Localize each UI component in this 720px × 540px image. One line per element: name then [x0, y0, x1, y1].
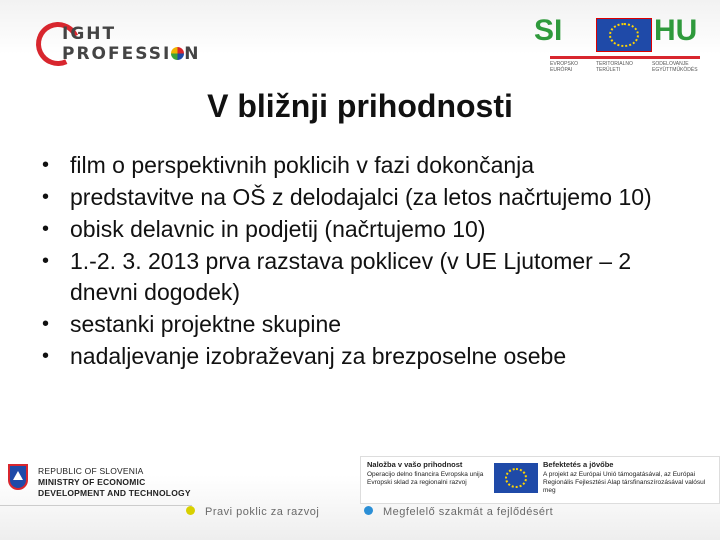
investment-heading-si: Naložba v vašo prihodnost — [367, 460, 463, 469]
slide-title: V bližnji prihodnosti — [207, 88, 513, 124]
investment-text-hu: A projekt az Európai Unió támogatásával, az Európai Regionális Fejlesztési Alap társfinanszírozásával valósul meg — [543, 471, 706, 494]
colored-o-icon — [171, 47, 184, 60]
slogan-slovene: Pravi poklic za razvoj — [186, 506, 319, 518]
ministry-line1: REPUBLIC OF SLOVENIA — [38, 466, 144, 476]
bullet-icon: • — [42, 186, 50, 208]
sihu-sub-3: SODELOVANJE EGYÜTTMŰKÖDÉS — [652, 61, 698, 73]
bullet-item: • film o perspektivnih poklicih v fazi dokončanja — [42, 150, 692, 181]
sihu-sub-1: EVROPSKO EURÓPAI — [550, 61, 579, 73]
bullet-icon: • — [42, 345, 50, 367]
investment-text-si: Operacijo delno financira Evropska unija Evropski sklad za regionalni razvoj — [367, 471, 484, 486]
sihu-hu-text: HU — [654, 14, 698, 47]
bullet-item: • obisk delavnic in podjetij (načrtujemo 10) — [42, 214, 692, 245]
investment-heading-hu: Befektetés a jövőbe — [543, 460, 614, 469]
sihu-sub-2: TERITORIALNO TERÜLETI — [596, 61, 633, 73]
bullet-item: • sestanki projektne skupine — [42, 309, 692, 340]
logo-text-line1: IGHT — [62, 24, 117, 44]
slovenia-ministry-logo — [0, 458, 192, 506]
bullet-item: • 1.-2. 3. 2013 prva razstava poklicev (v UE Ljutomer – 2 dnevni dogodek) — [42, 248, 632, 305]
slogan-hungarian: Megfelelő szakmát a fejlődésért — [364, 506, 553, 518]
bullet-icon: • — [42, 313, 50, 335]
bullet-item: • predstavitve na OŠ z delodajalci (za letos načrtujemo 10) — [42, 182, 692, 213]
ministry-line2: MINISTRY OF ECONOMIC — [38, 477, 146, 487]
bullet-icon: • — [42, 154, 50, 176]
bullet-icon: • — [42, 218, 50, 240]
bullet-item: • nadaljevanje izobraževanj za brezposelne osebe — [42, 341, 692, 372]
blue-dot-icon — [364, 506, 373, 515]
logo-stripe — [550, 56, 700, 59]
ministry-line3: DEVELOPMENT AND TECHNOLOGY — [38, 488, 191, 498]
sihu-si-text: SI — [534, 14, 563, 47]
bullet-icon: • — [42, 250, 50, 272]
bullet-list — [42, 150, 692, 373]
slovenia-crest-icon — [8, 464, 28, 490]
sihu-program-logo — [534, 14, 706, 73]
right-profession-logo — [32, 14, 232, 70]
eu-investment-box — [360, 456, 720, 504]
eu-flag-icon — [494, 463, 538, 493]
logo-text-line2: PROFESSI N — [62, 44, 201, 64]
yellow-dot-icon — [186, 506, 195, 515]
investment-slovene — [367, 461, 493, 487]
eu-flag-icon — [596, 18, 652, 52]
investment-hungarian — [543, 461, 715, 495]
